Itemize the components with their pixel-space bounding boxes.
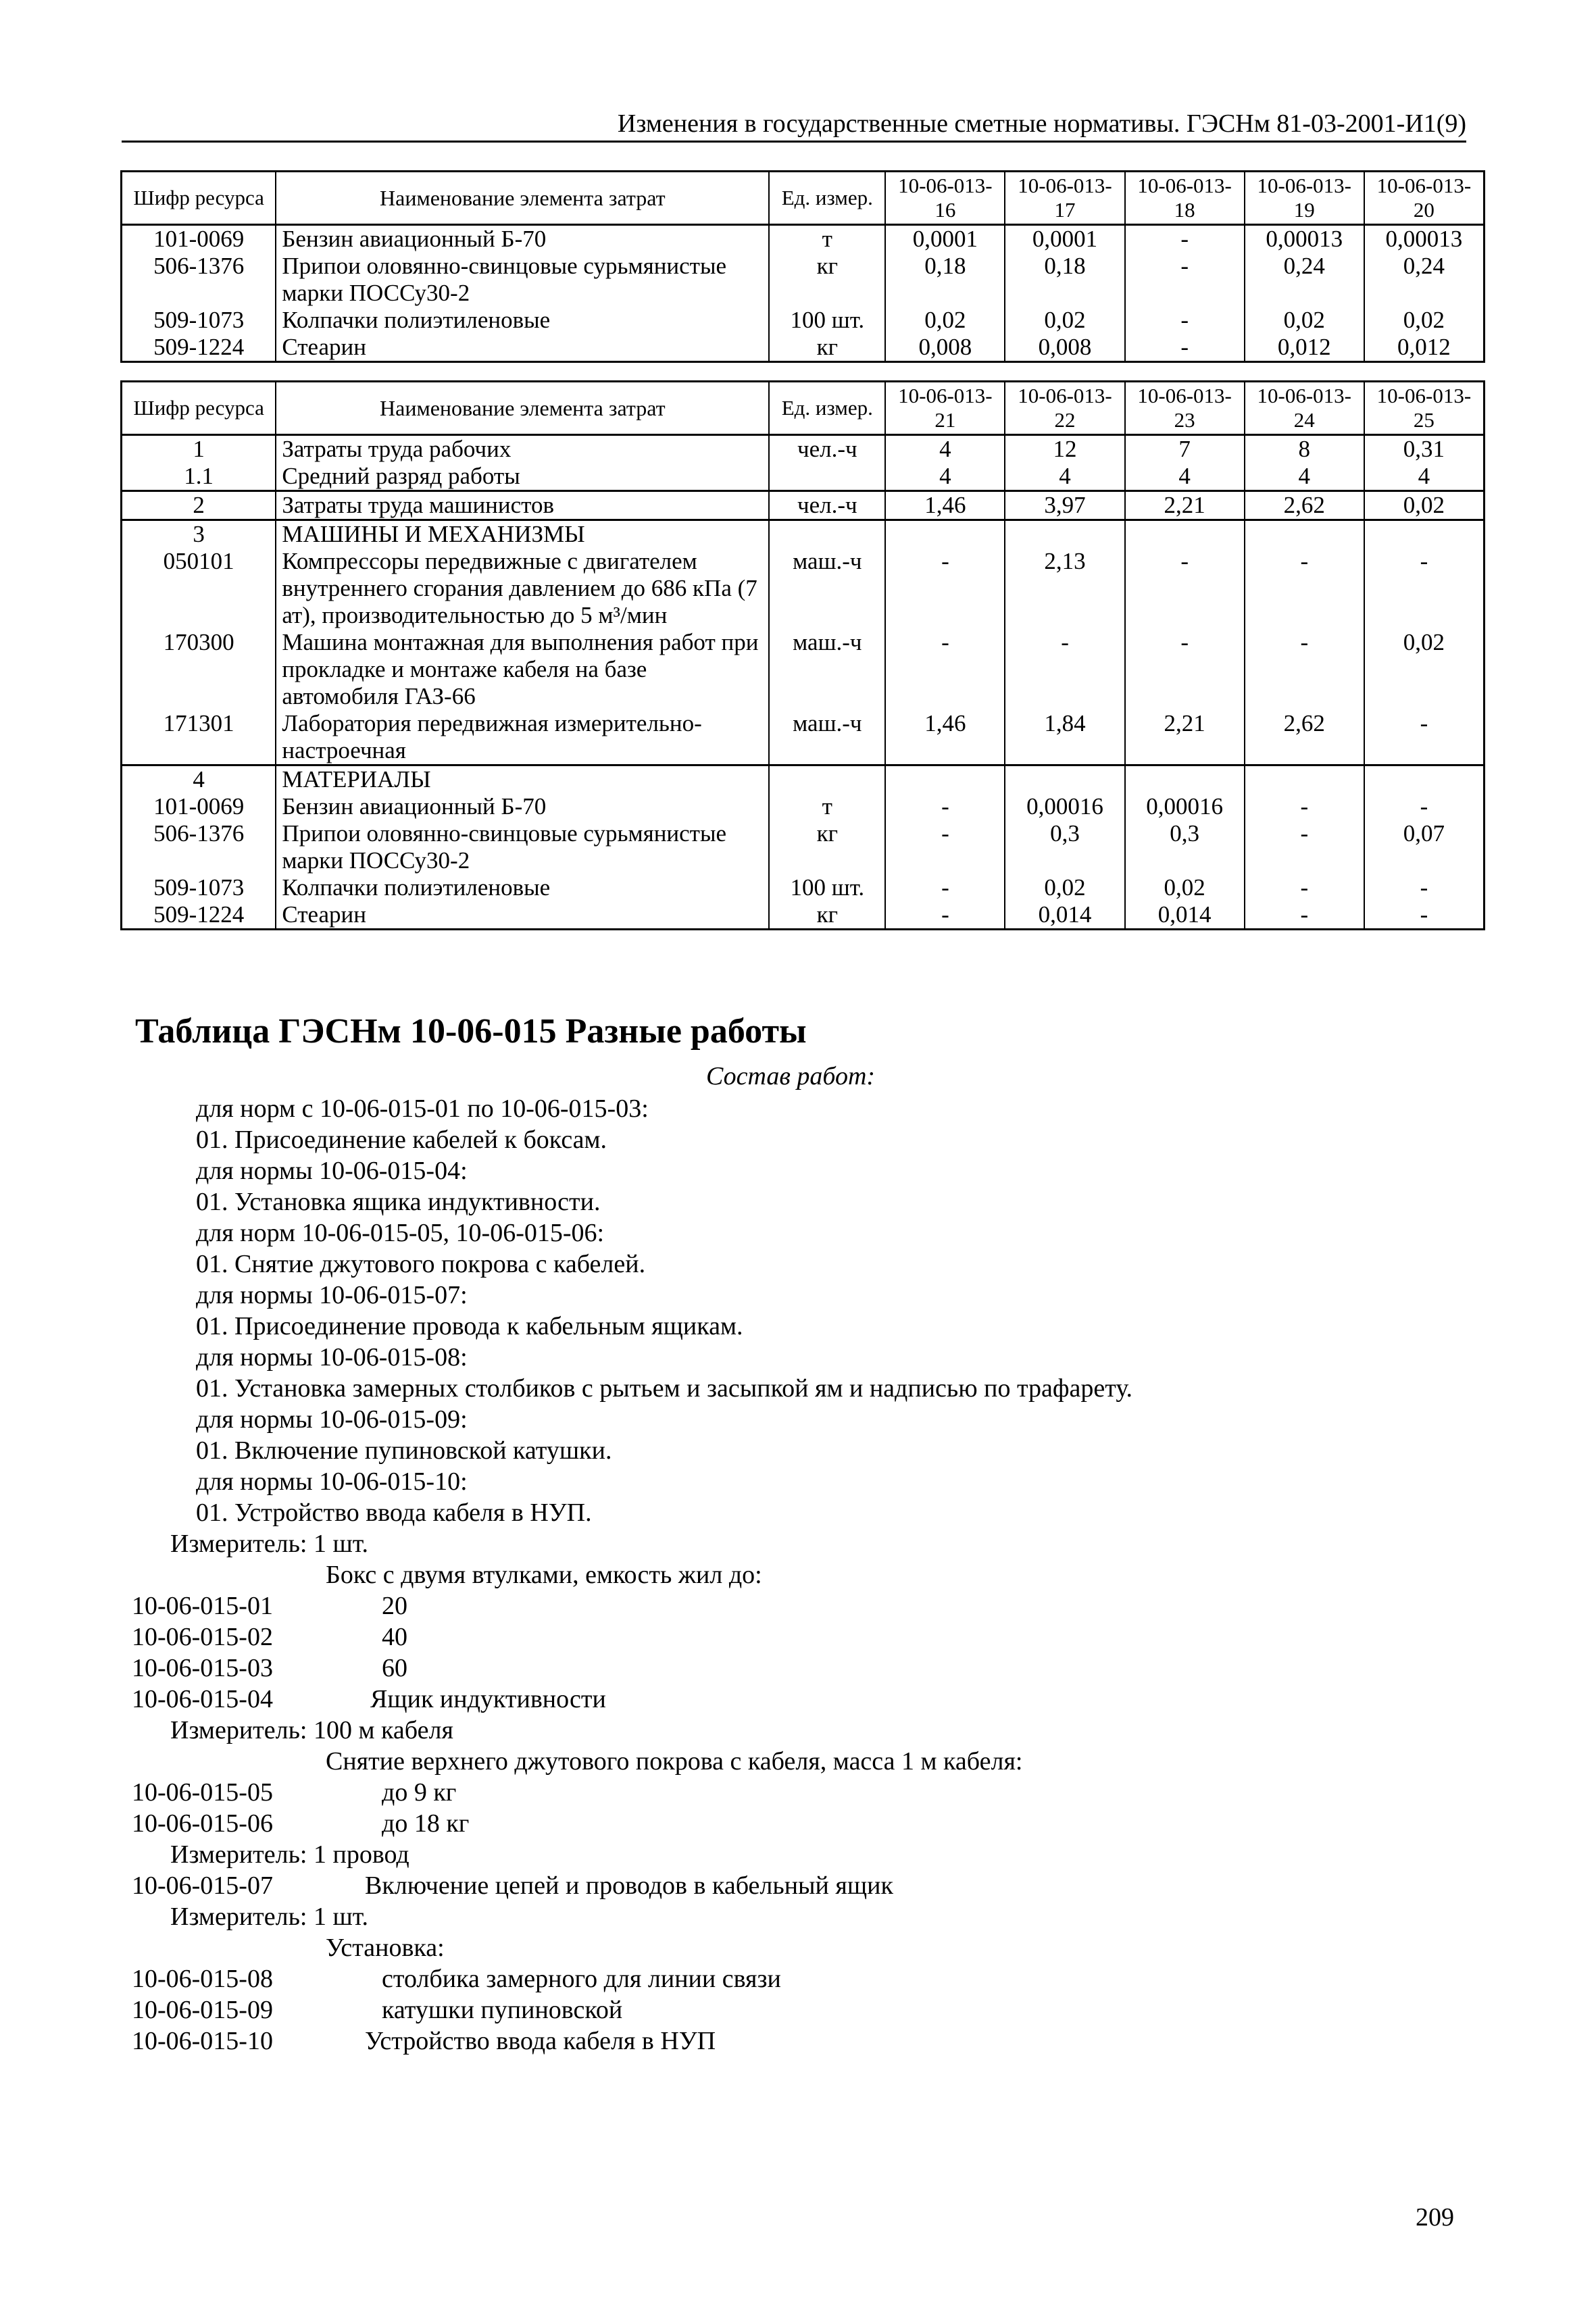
value-cell: - — [1364, 548, 1485, 629]
value-cell: 4 — [1125, 463, 1245, 491]
norm-header: 10-06-013-23 — [1125, 382, 1245, 435]
table-body — [122, 435, 1485, 930]
value-cell — [1005, 520, 1124, 549]
table-row — [122, 629, 1485, 710]
group-heading: Установка: — [326, 1934, 445, 1962]
norm-header: 10-06-013-18 — [1125, 172, 1245, 225]
table-row — [122, 334, 1485, 362]
value-cell — [1125, 520, 1245, 549]
unit-cell: кг — [769, 334, 885, 362]
value-cell — [1005, 765, 1124, 794]
norm-header: 10-06-013-22 — [1005, 382, 1124, 435]
value-cell: - — [1125, 225, 1245, 253]
table-row — [122, 901, 1485, 930]
resource-name-cell: Компрессоры передвижные с двигателем внутреннего сгорания давлением до 686 кПа (7 ат), производительностью до 5 м³/мин — [276, 548, 769, 629]
norm-text: Ящик индуктивности — [370, 1685, 606, 1713]
value-cell: - — [1125, 307, 1245, 334]
value-cell: 0,00016 — [1125, 793, 1245, 820]
value-cell — [1364, 765, 1485, 794]
value-cell: 0,00013 — [1364, 225, 1485, 253]
norm-text: столбика замерного для линии связи — [382, 1965, 781, 1993]
value-cell: - — [885, 793, 1005, 820]
resource-code-cell: 101-0069 — [122, 225, 276, 253]
value-cell: - — [1245, 548, 1364, 629]
resource-code-cell: 509-1073 — [122, 874, 276, 901]
table-row — [122, 820, 1485, 874]
resource-code-cell: 101-0069 — [122, 793, 276, 820]
norm-header: 10-06-013-24 — [1245, 382, 1364, 435]
value-cell: - — [1364, 901, 1485, 930]
value-cell: 0,00016 — [1005, 793, 1124, 820]
value-cell: 4 — [1005, 463, 1124, 491]
resource-name-cell: МАШИНЫ И МЕХАНИЗМЫ — [276, 520, 769, 549]
value-cell: - — [1364, 874, 1485, 901]
value-cell: 1,84 — [1005, 710, 1124, 765]
value-cell: 0,24 — [1364, 253, 1485, 307]
table-row — [122, 435, 1485, 463]
table-row — [122, 765, 1485, 794]
value-cell: 0,014 — [1005, 901, 1124, 930]
resource-code-cell: 509-1073 — [122, 307, 276, 334]
resource-name-cell: Колпачки полиэтиленовые — [276, 874, 769, 901]
resource-code-cell: 509-1224 — [122, 901, 276, 930]
table-body — [122, 225, 1485, 362]
composition-line: для норм с 10-06-015-01 по 10-06-015-03: — [196, 1095, 649, 1123]
composition-line: для норм 10-06-015-05, 10-06-015-06: — [196, 1219, 605, 1247]
value-cell: - — [1245, 629, 1364, 710]
resource-name-cell: Лаборатория передвижная измерительно-настроечная — [276, 710, 769, 765]
value-cell: 0,02 — [1245, 307, 1364, 334]
unit-cell: 100 шт. — [769, 874, 885, 901]
meter-line: Измеритель: 1 шт. — [170, 1530, 368, 1558]
unit-cell: чел.-ч — [769, 435, 885, 463]
norm-header: 10-06-013-25 — [1364, 382, 1485, 435]
norm-text: до 18 кг — [382, 1809, 470, 1838]
table-row — [122, 874, 1485, 901]
resource-code-cell: 1.1 — [122, 463, 276, 491]
value-cell: 3,97 — [1005, 491, 1124, 520]
value-cell: 0,012 — [1245, 334, 1364, 362]
value-cell — [885, 765, 1005, 794]
col-name-header: Наименование элемента затрат — [276, 172, 769, 225]
table-header-row — [122, 382, 1485, 435]
unit-cell: т — [769, 225, 885, 253]
value-cell: - — [1125, 548, 1245, 629]
resource-code-cell: 3 — [122, 520, 276, 549]
unit-cell: маш.-ч — [769, 548, 885, 629]
unit-cell: маш.-ч — [769, 710, 885, 765]
unit-cell: кг — [769, 253, 885, 307]
norm-header: 10-06-013-20 — [1364, 172, 1485, 225]
value-cell: 0,0001 — [885, 225, 1005, 253]
value-cell: 4 — [1245, 463, 1364, 491]
unit-cell — [769, 765, 885, 794]
value-cell: 0,07 — [1364, 820, 1485, 874]
resource-name-cell: Бензин авиационный Б-70 — [276, 793, 769, 820]
norm-code: 10-06-015-02 — [132, 1623, 273, 1651]
unit-cell — [769, 520, 885, 549]
resource-code-cell: 171301 — [122, 710, 276, 765]
value-cell: - — [1245, 901, 1364, 930]
value-cell: 0,02 — [1364, 629, 1485, 710]
page-header: Изменения в государственные сметные нормативы. ГЭСНм 81-03-2001-И1(9) — [122, 108, 1466, 143]
value-cell — [1364, 520, 1485, 549]
norm-text: до 9 кг — [382, 1778, 457, 1807]
unit-cell: чел.-ч — [769, 491, 885, 520]
col-code-header: Шифр ресурса — [122, 382, 276, 435]
col-name-header: Наименование элемента затрат — [276, 382, 769, 435]
norm-code: 10-06-015-08 — [132, 1965, 273, 1993]
value-cell: - — [885, 548, 1005, 629]
value-cell — [885, 520, 1005, 549]
composition-line: для нормы 10-06-015-09: — [196, 1405, 468, 1434]
table-row — [122, 463, 1485, 491]
meter-line: Измеритель: 100 м кабеля — [170, 1716, 453, 1744]
norm-text: катушки пупиновской — [382, 1996, 623, 2024]
resource-name-cell: Припои оловянно-свинцовые сурьмянистые марки ПОССу30-2 — [276, 253, 769, 307]
norm-header: 10-06-013-21 — [885, 382, 1005, 435]
resource-name-cell: Стеарин — [276, 334, 769, 362]
col-code-header: Шифр ресурса — [122, 172, 276, 225]
norm-text: Устройство ввода кабеля в НУП — [365, 2027, 716, 2055]
composition-line: для нормы 10-06-015-04: — [196, 1157, 468, 1185]
resource-code-cell: 050101 — [122, 548, 276, 629]
resource-code-cell: 509-1224 — [122, 334, 276, 362]
value-cell: - — [885, 901, 1005, 930]
norm-text: 60 — [382, 1654, 407, 1682]
norm-code: 10-06-015-10 — [132, 2027, 273, 2055]
composition-line: 01. Присоединение провода к кабельным ящикам. — [196, 1312, 743, 1340]
norm-code: 10-06-015-07 — [132, 1871, 273, 1900]
value-cell: 2,62 — [1245, 710, 1364, 765]
value-cell: 0,02 — [1005, 874, 1124, 901]
col-unit-header: Ед. измер. — [769, 382, 885, 435]
value-cell: - — [885, 629, 1005, 710]
composition-line: для нормы 10-06-015-07: — [196, 1281, 468, 1309]
unit-cell: т — [769, 793, 885, 820]
value-cell: 0,02 — [1364, 307, 1485, 334]
value-cell: 0,18 — [885, 253, 1005, 307]
section-title: Таблица ГЭСНм 10-06-015 Разные работы — [135, 1012, 807, 1051]
value-cell: 0,31 — [1364, 435, 1485, 463]
value-cell: 0,014 — [1125, 901, 1245, 930]
value-cell — [1125, 765, 1245, 794]
table-row — [122, 520, 1485, 549]
composition-line: 01. Установка ящика индуктивности. — [196, 1188, 601, 1216]
resource-table-2 — [120, 380, 1485, 930]
composition-line: 01. Присоединение кабелей к боксам. — [196, 1126, 607, 1154]
composition-label: Состав работ: — [706, 1062, 876, 1090]
value-cell: 4 — [885, 463, 1005, 491]
value-cell: 0,012 — [1364, 334, 1485, 362]
table-row — [122, 793, 1485, 820]
table-row — [122, 225, 1485, 253]
value-cell: 0,02 — [1005, 307, 1124, 334]
meter-line: Измеритель: 1 шт. — [170, 1903, 368, 1931]
resource-code-cell: 170300 — [122, 629, 276, 710]
resource-code-cell: 4 — [122, 765, 276, 794]
value-cell: - — [1245, 874, 1364, 901]
unit-cell: 100 шт. — [769, 307, 885, 334]
composition-line: для нормы 10-06-015-08: — [196, 1343, 468, 1372]
table-row — [122, 548, 1485, 629]
value-cell: 0,008 — [1005, 334, 1124, 362]
table-row — [122, 253, 1485, 307]
value-cell: 2,21 — [1125, 710, 1245, 765]
composition-line: 01. Устройство ввода кабеля в НУП. — [196, 1499, 592, 1527]
resource-name-cell: Средний разряд работы — [276, 463, 769, 491]
value-cell: - — [1125, 334, 1245, 362]
composition-line: 01. Установка замерных столбиков с рытьем и засыпкой ям и надписью по трафарету. — [196, 1374, 1133, 1403]
unit-cell — [769, 463, 885, 491]
value-cell: 2,21 — [1125, 491, 1245, 520]
resource-name-cell: Стеарин — [276, 901, 769, 930]
value-cell: 0,00013 — [1245, 225, 1364, 253]
value-cell: 0,18 — [1005, 253, 1124, 307]
value-cell: - — [885, 874, 1005, 901]
table-header-row — [122, 172, 1485, 225]
resource-name-cell: Машина монтажная для выполнения работ при прокладке и монтаже кабеля на базе автомобиля ГАЗ-66 — [276, 629, 769, 710]
norm-header: 10-06-013-19 — [1245, 172, 1364, 225]
norm-code: 10-06-015-09 — [132, 1996, 273, 2024]
value-cell: - — [1125, 253, 1245, 307]
norm-header: 10-06-013-17 — [1005, 172, 1124, 225]
norm-text: Включение цепей и проводов в кабельный ящик — [365, 1871, 893, 1900]
resource-code-cell: 506-1376 — [122, 820, 276, 874]
value-cell: - — [1245, 820, 1364, 874]
norm-text: 40 — [382, 1623, 407, 1651]
unit-cell: маш.-ч — [769, 629, 885, 710]
value-cell: 0,008 — [885, 334, 1005, 362]
resource-code-cell: 506-1376 — [122, 253, 276, 307]
col-unit-header: Ед. измер. — [769, 172, 885, 225]
group-heading: Бокс с двумя втулками, емкость жил до: — [326, 1561, 762, 1589]
unit-cell: кг — [769, 901, 885, 930]
value-cell: - — [1245, 793, 1364, 820]
norm-text: 20 — [382, 1592, 407, 1620]
value-cell: 4 — [885, 435, 1005, 463]
resource-name-cell: Затраты труда машинистов — [276, 491, 769, 520]
value-cell: 0,02 — [885, 307, 1005, 334]
value-cell: 0,02 — [1364, 491, 1485, 520]
value-cell: 4 — [1364, 463, 1485, 491]
resource-name-cell: Колпачки полиэтиленовые — [276, 307, 769, 334]
value-cell: 1,46 — [885, 491, 1005, 520]
value-cell: 0,3 — [1125, 820, 1245, 874]
resource-table-1 — [120, 170, 1485, 363]
value-cell: 7 — [1125, 435, 1245, 463]
composition-line: для нормы 10-06-015-10: — [196, 1467, 468, 1496]
value-cell: 1,46 — [885, 710, 1005, 765]
norm-code: 10-06-015-05 — [132, 1778, 273, 1807]
table-row — [122, 307, 1485, 334]
value-cell — [1245, 765, 1364, 794]
composition-line: 01. Включение пупиновской катушки. — [196, 1436, 612, 1465]
value-cell: - — [1125, 629, 1245, 710]
value-cell: 0,0001 — [1005, 225, 1124, 253]
value-cell: - — [1005, 629, 1124, 710]
value-cell: - — [885, 820, 1005, 874]
resource-name-cell: МАТЕРИАЛЫ — [276, 765, 769, 794]
norm-code: 10-06-015-01 — [132, 1592, 273, 1620]
norm-header: 10-06-013-16 — [885, 172, 1005, 225]
group-heading: Снятие верхнего джутового покрова с кабеля, масса 1 м кабеля: — [326, 1747, 1023, 1776]
value-cell — [1245, 520, 1364, 549]
norm-code: 10-06-015-04 — [132, 1685, 273, 1713]
value-cell: - — [1364, 793, 1485, 820]
norm-code: 10-06-015-03 — [132, 1654, 273, 1682]
resource-name-cell: Бензин авиационный Б-70 — [276, 225, 769, 253]
value-cell: 12 — [1005, 435, 1124, 463]
value-cell: 2,13 — [1005, 548, 1124, 629]
table-row — [122, 491, 1485, 520]
resource-name-cell: Затраты труда рабочих — [276, 435, 769, 463]
value-cell: 2,62 — [1245, 491, 1364, 520]
resource-code-cell: 2 — [122, 491, 276, 520]
value-cell: 0,24 — [1245, 253, 1364, 307]
composition-line: 01. Снятие джутового покрова с кабелей. — [196, 1250, 646, 1278]
value-cell: 8 — [1245, 435, 1364, 463]
value-cell: 0,02 — [1125, 874, 1245, 901]
norm-code: 10-06-015-06 — [132, 1809, 273, 1838]
unit-cell: кг — [769, 820, 885, 874]
table-row — [122, 710, 1485, 765]
page-number: 209 — [1416, 2203, 1454, 2232]
resource-code-cell: 1 — [122, 435, 276, 463]
value-cell: 0,3 — [1005, 820, 1124, 874]
resource-name-cell: Припои оловянно-свинцовые сурьмянистые марки ПОССу30-2 — [276, 820, 769, 874]
value-cell: - — [1364, 710, 1485, 765]
meter-line: Измеритель: 1 провод — [170, 1840, 409, 1869]
